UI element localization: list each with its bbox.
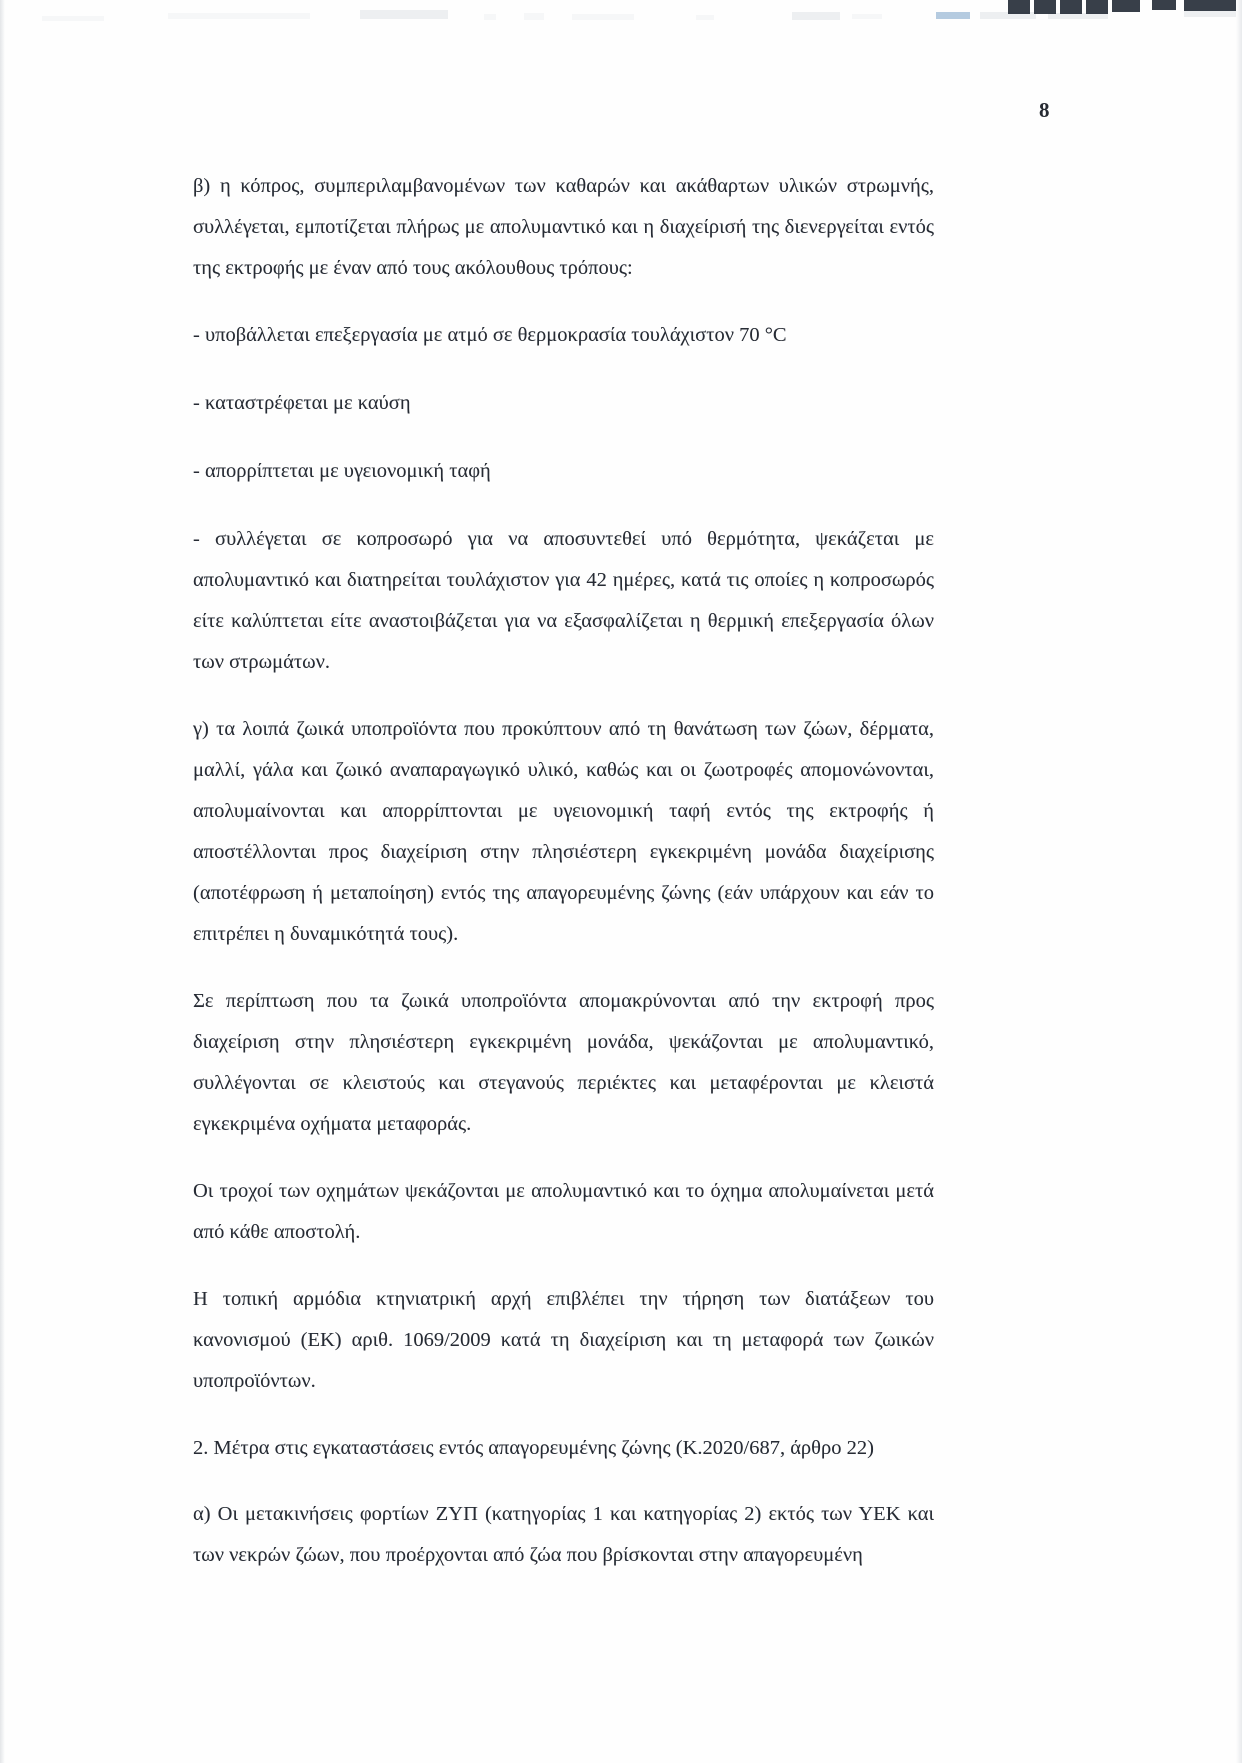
list-item-incineration: - καταστρέφεται με καύση (193, 392, 411, 414)
scan-smudge (42, 16, 104, 21)
list-item-steam-treatment: - υποβάλλεται επεξεργασία με ατμό σε θερμοκρασία τουλάχιστον 70 °C (193, 324, 787, 346)
scan-smudge (484, 14, 496, 20)
list-item-landfill: - απορρίπτεται με υγειονομική ταφή (193, 460, 491, 482)
page-edge-shadow-left (0, 0, 5, 1763)
scan-smudge (1048, 13, 1108, 19)
scan-smudge (360, 10, 448, 19)
paragraph-gamma-clause: γ) τα λοιπά ζωικά υποπροϊόντα που προκύπτουν από τη θανάτωση των ζώων, δέρματα, μαλλί, γάλα και ζωικό αναπαραγωγικό υλικό, καθώς και οι ζωοτροφές απομονώνονται, απολυμαίνονται και απορρίπτονται με υγειονομική ταφή εντός της εκτροφής ή αποστέλλονται προς διαχείριση στην πλησιέστερη εγκεκριμένη μονάδα διαχείρισης (αποτέφρωση ή μεταποίηση) εντός της απαγορευμένης ζώνης (εάν υπάρχουν και εάν το επιτρέπει η δυναμικότητά τους). (193, 718, 934, 945)
scan-smudge (852, 14, 882, 19)
scan-block (1086, 0, 1108, 14)
scan-block (1184, 11, 1236, 17)
scan-smudge (696, 15, 714, 20)
paragraph-vehicle-wheels: Οι τροχοί των οχημάτων ψεκάζονται με απολυμαντικό και το όχημα απολυμαίνεται μετά από κάθε αποστολή. (193, 1180, 934, 1243)
scan-artifact-band (0, 0, 1242, 34)
scan-block (1152, 0, 1176, 10)
scan-smudge (792, 12, 840, 20)
scan-smudge (980, 12, 1036, 19)
paragraph-beta-clause: β) η κόπρος, συμπεριλαμβανομένων των καθαρών και ακάθαρτων υλικών στρωμνής, συλλέγεται, εμποτίζεται πλήρως με απολυμαντικό και η διαχείρισή της διενεργείται εντός της εκτροφής με έναν από τους ακόλουθους τρόπους: (193, 175, 934, 279)
document-body (193, 166, 934, 1576)
heading-section-2: 2. Μέτρα στις εγκαταστάσεις εντός απαγορευμένης ζώνης (Κ.2020/687, άρθρο 22) (193, 1437, 874, 1459)
page-edge-shadow-right (1236, 0, 1242, 1763)
page-number: 8 (1039, 98, 1050, 122)
scan-block (1184, 0, 1236, 11)
scan-smudge (524, 13, 544, 20)
scan-block (1060, 0, 1082, 14)
scan-block (1112, 0, 1140, 12)
scan-block (1034, 0, 1056, 14)
paragraph-veterinary-authority: Η τοπική αρμόδια κτηνιατρική αρχή επιβλέπει την τήρηση των διατάξεων του κανονισμού (ΕΚ) αριθ. 1069/2009 κατά τη διαχείριση και τη μεταφορά των ζωικών υποπροϊόντων. (193, 1288, 934, 1392)
scan-smudge (168, 13, 310, 19)
paragraph-alpha-clause: α) Οι μετακινήσεις φορτίων ΖΥΠ (κατηγορίας 1 και κατηγορίας 2) εκτός των ΥΕΚ και των νεκρών ζώων, που προέρχονται από ζώα που βρίσκονται στην απαγορευμένη (193, 1503, 934, 1566)
scan-smudge (572, 14, 634, 20)
list-item-composting: - συλλέγεται σε κοπροσωρό για να αποσυντεθεί υπό θερμότητα, ψεκάζεται με απολυμαντικό και διατηρείται τουλάχιστον για 42 ημέρες, κατά τις οποίες η κοπροσωρός είτε καλύπτεται είτε αναστοιβάζεται για να εξασφαλίζεται η θερμική επεξεργασία όλων των στρωμάτων. (193, 528, 934, 673)
scan-block (1008, 0, 1030, 14)
paragraph-byproduct-removal: Σε περίπτωση που τα ζωικά υποπροϊόντα απομακρύνονται από την εκτροφή προς διαχείριση στην πλησιέστερη εγκεκριμένη μονάδα, ψεκάζονται με απολυμαντικό, συλλέγονται σε κλειστούς και στεγανούς περιέκτες και μεταφέρονται με κλειστά εγκεκριμένα οχήματα μεταφοράς. (193, 990, 934, 1135)
scan-smudge (936, 12, 970, 19)
